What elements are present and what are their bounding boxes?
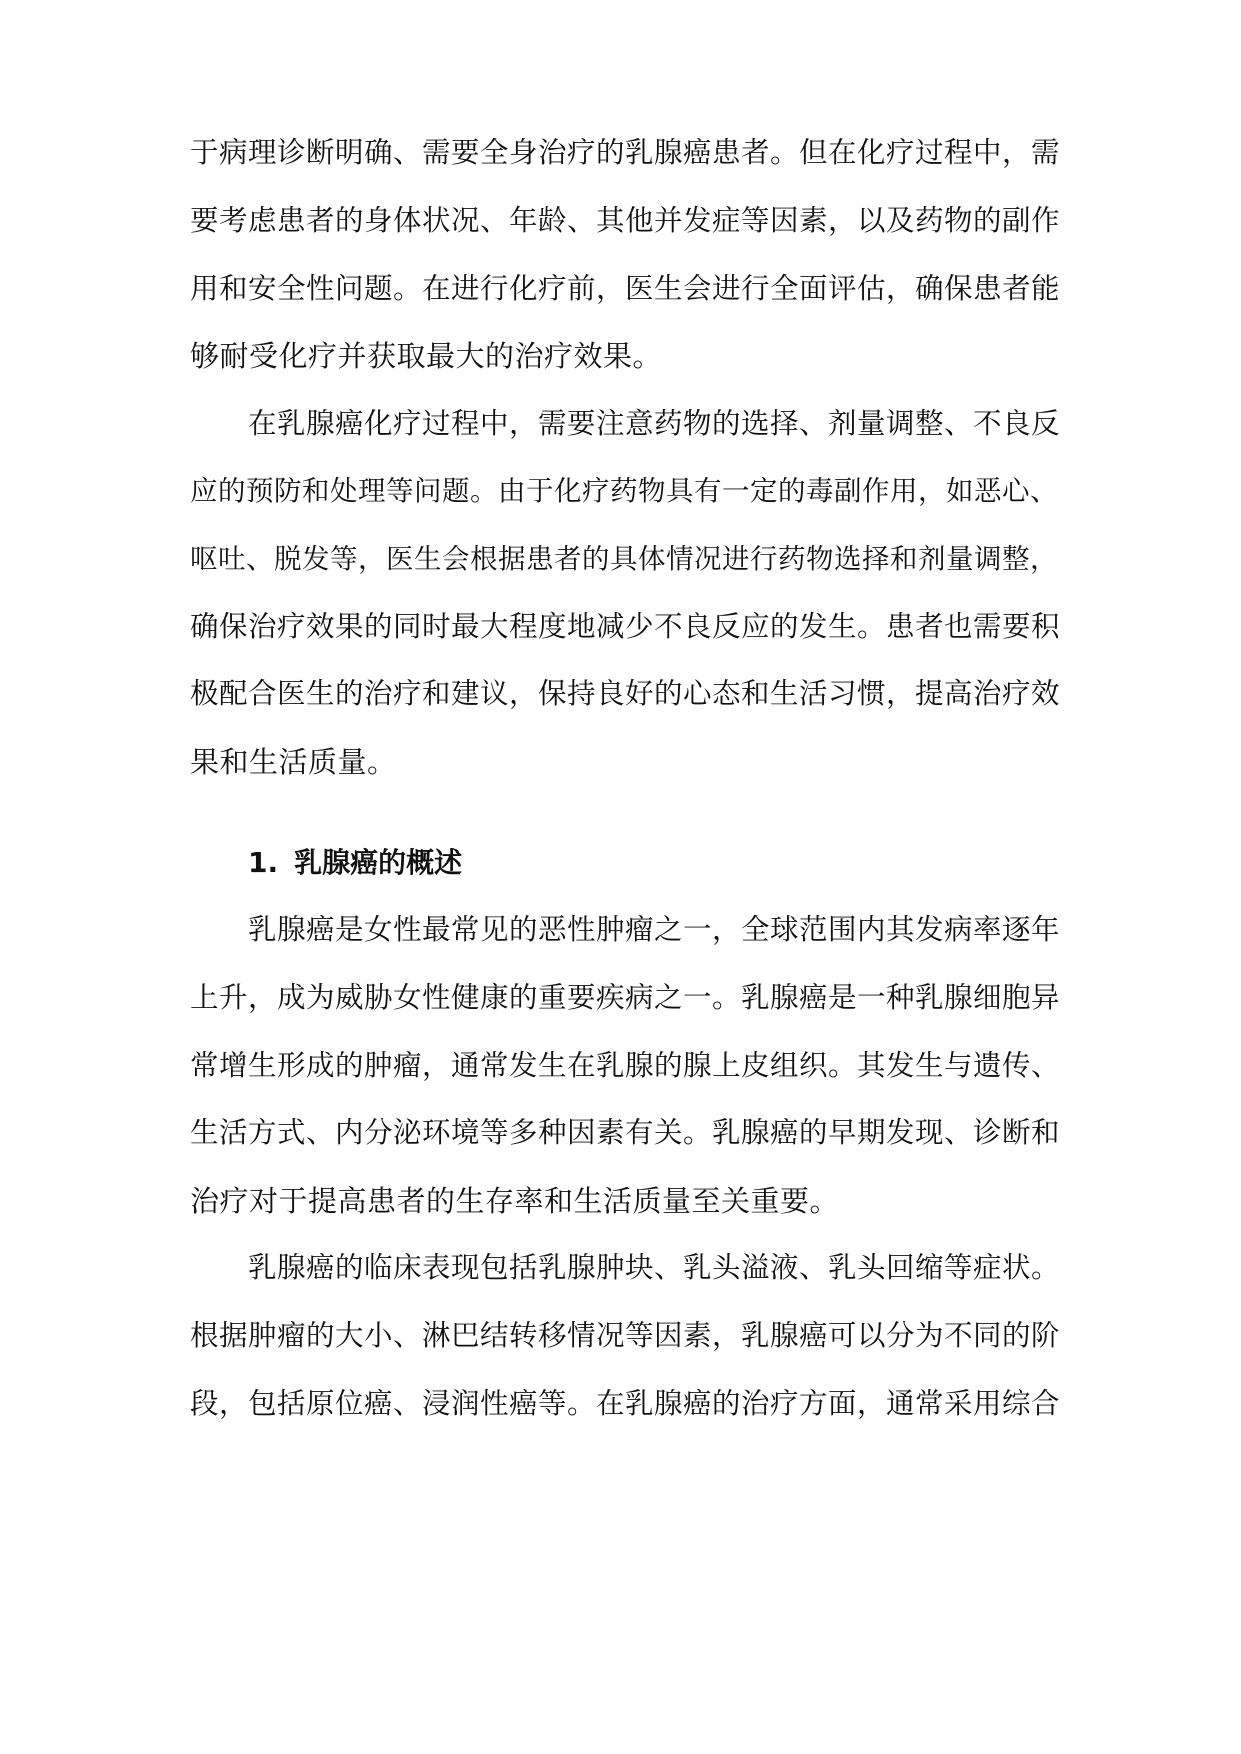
paragraph-line: 极配合医生的治疗和建议，保持良好的心态和生活习惯，提高治疗效 bbox=[190, 677, 1061, 710]
paragraph-line: 治疗对于提高患者的生存率和生活质量至关重要。 bbox=[190, 1184, 840, 1218]
paragraph-line: 上升，成为威胁女性健康的重要疾病之一。乳腺癌是一种乳腺细胞异 bbox=[190, 981, 1061, 1014]
paragraph-line: 用和安全性问题。在进行化疗前，医生会进行全面评估，确保患者能 bbox=[190, 272, 1061, 305]
paragraph-line: 要考虑患者的身体状况、年龄、其他并发症等因素，以及药物的副作 bbox=[190, 204, 1061, 237]
paragraph-line: 于病理诊断明确、需要全身治疗的乳腺癌患者。但在化疗过程中，需 bbox=[190, 136, 1061, 169]
paragraph-line: 乳腺癌是女性最常见的恶性肿瘤之一，全球范围内其发病率逐年 bbox=[248, 913, 1061, 946]
paragraph-line: 在乳腺癌化疗过程中，需要注意药物的选择、剂量调整、不良反 bbox=[248, 407, 1061, 440]
section-number: 1. bbox=[248, 846, 279, 879]
paragraph-line: 生活方式、内分泌环境等多种因素有关。乳腺癌的早期发现、诊断和 bbox=[190, 1116, 1061, 1149]
paragraph-line: 果和生活质量。 bbox=[190, 745, 397, 779]
paragraph-line: 乳腺癌的临床表现包括乳腺肿块、乳头溢液、乳头回缩等症状。 bbox=[248, 1251, 1061, 1284]
section-title: 乳腺癌的概述 bbox=[294, 846, 463, 879]
paragraph-line: 确保治疗效果的同时最大程度地减少不良反应的发生。患者也需要积 bbox=[190, 610, 1061, 643]
paragraph-line: 呕吐、脱发等，医生会根据患者的具体情况进行药物选择和剂量调整， bbox=[190, 543, 1058, 575]
paragraph-line: 段，包括原位癌、浸润性癌等。在乳腺癌的治疗方面，通常采用综合 bbox=[190, 1387, 1061, 1420]
section-heading bbox=[248, 843, 462, 883]
paragraph-line: 常增生形成的肿瘤，通常发生在乳腺的腺上皮组织。其发生与遗传、 bbox=[190, 1049, 1061, 1082]
paragraph-line: 根据肿瘤的大小、淋巴结转移情况等因素，乳腺癌可以分为不同的阶 bbox=[190, 1319, 1061, 1352]
paragraph-line: 够耐受化疗并获取最大的治疗效果。 bbox=[190, 339, 663, 373]
paragraph-line: 应的预防和处理等问题。由于化疗药物具有一定的毒副作用，如恶心、 bbox=[190, 475, 1058, 507]
